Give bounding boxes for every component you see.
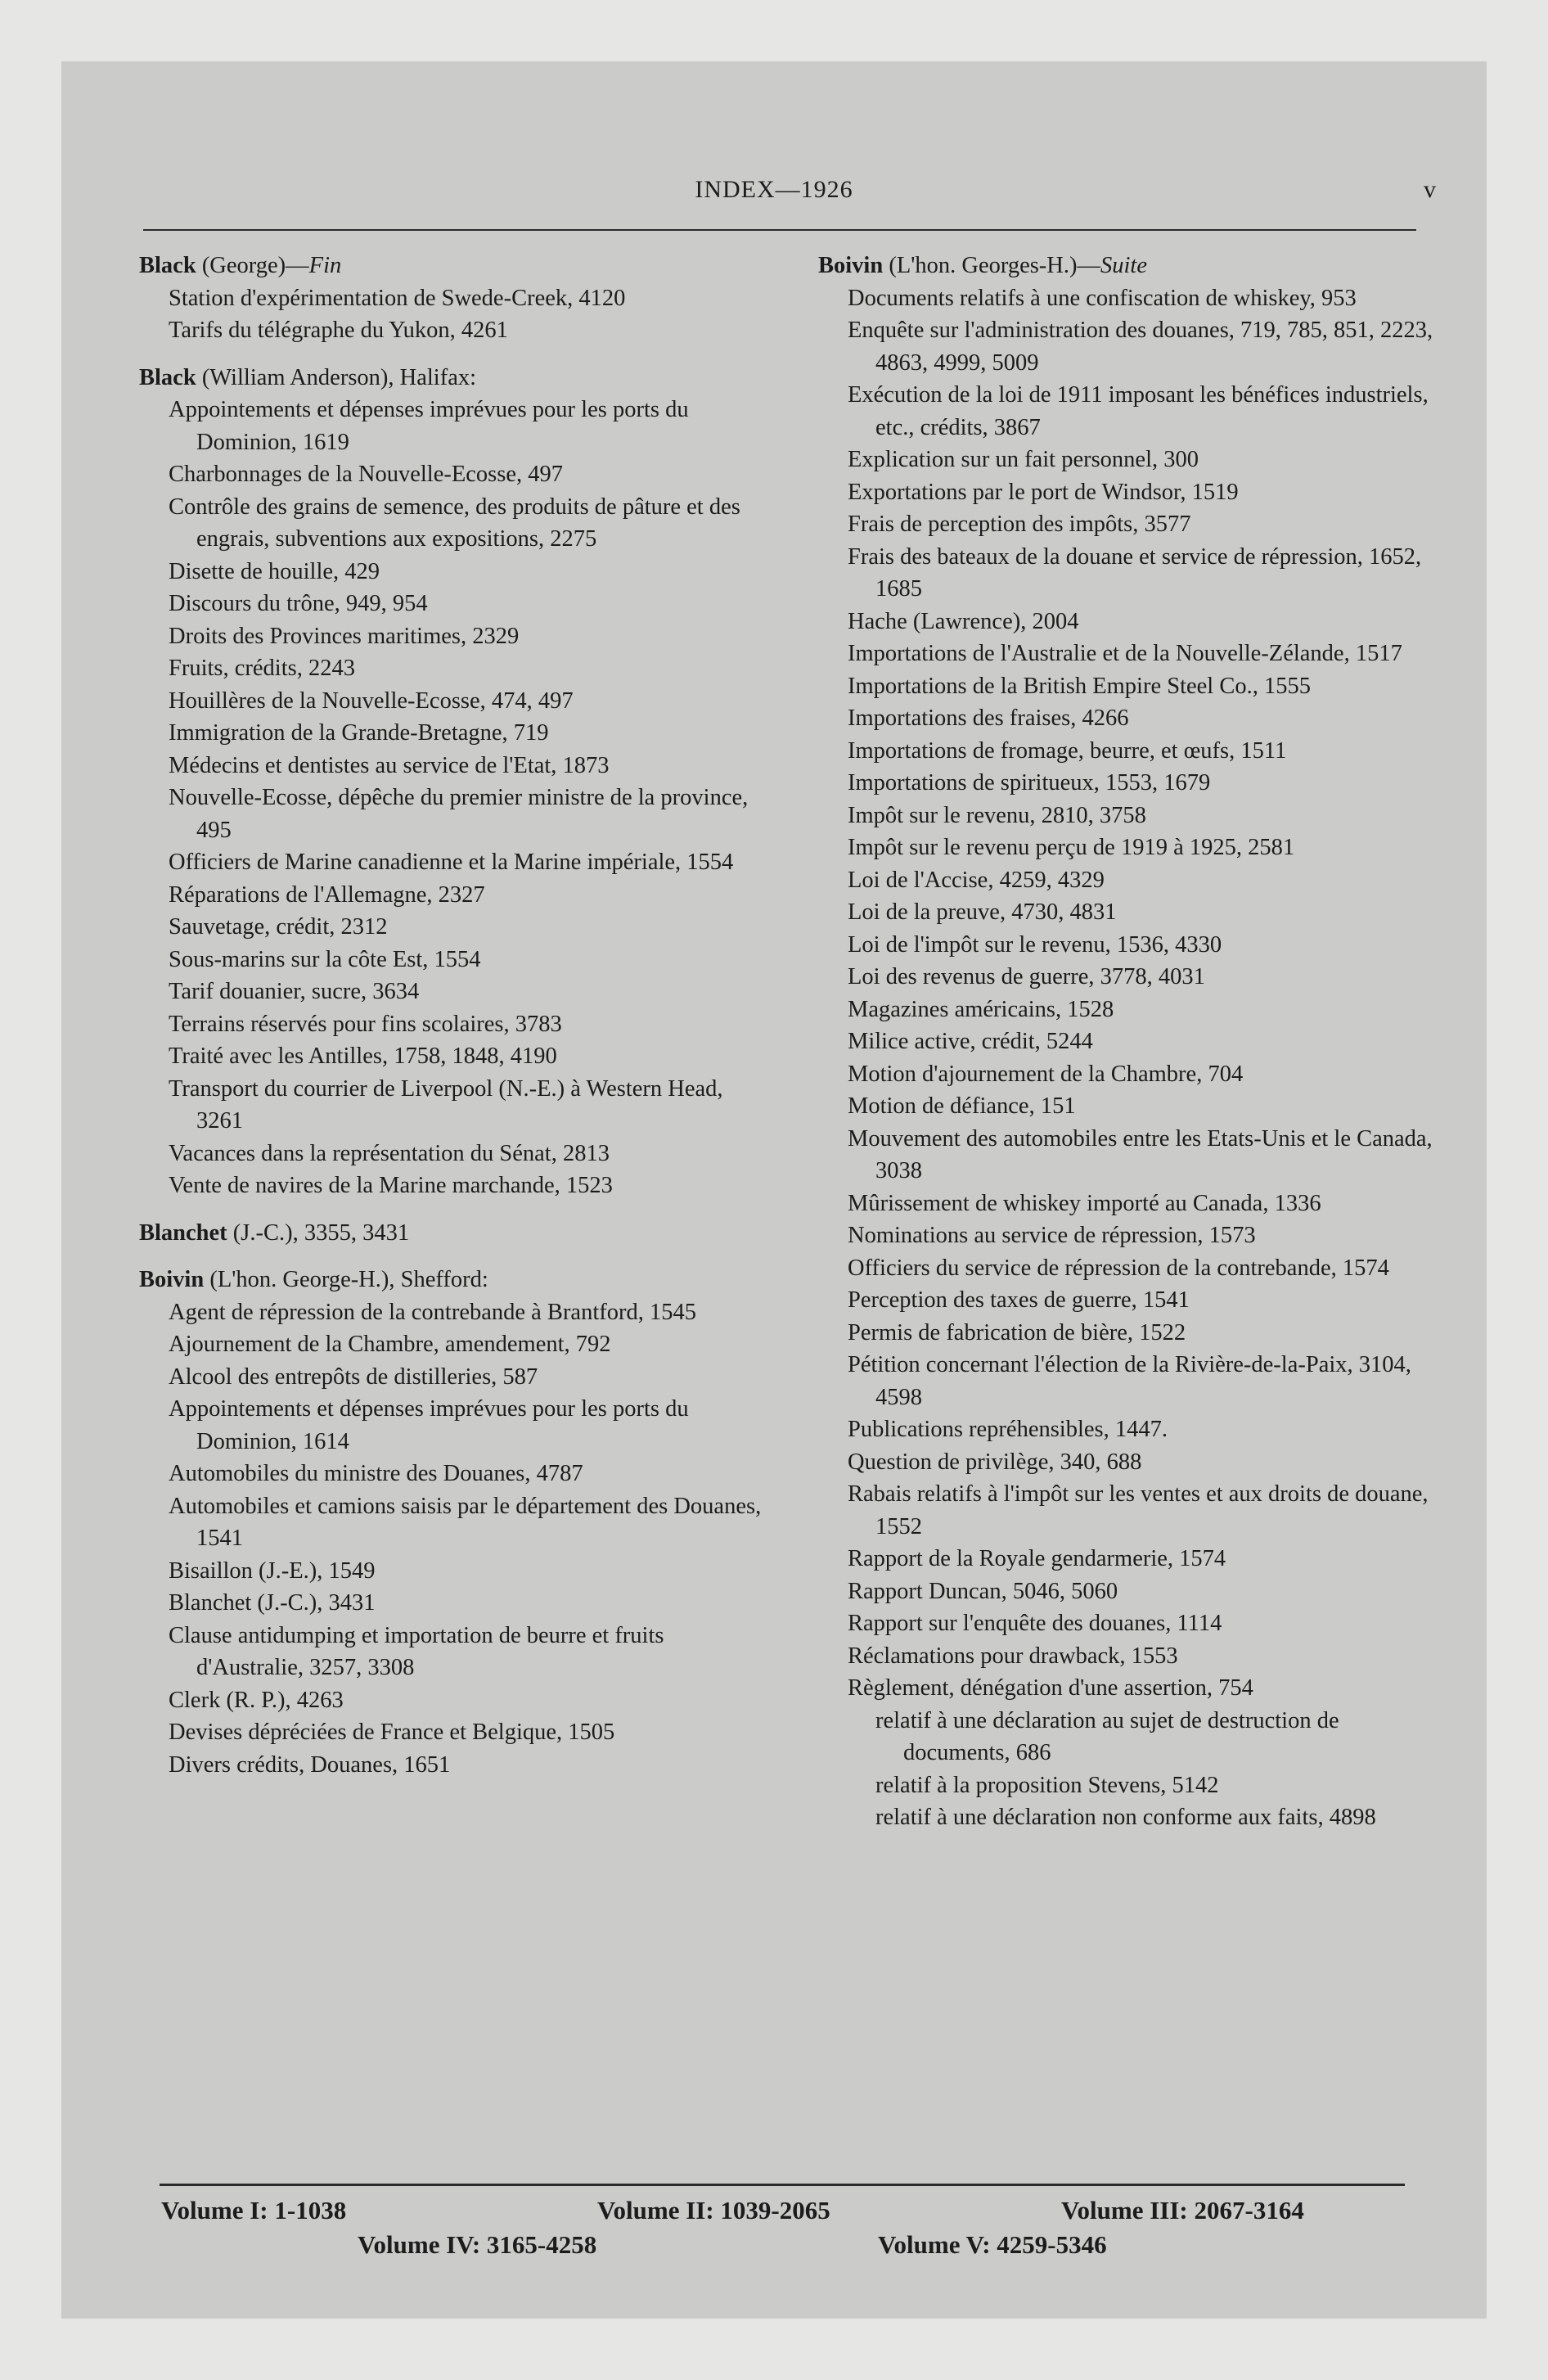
index-entry: Tarif douanier, sucre, 3634 — [169, 979, 420, 1004]
index-entry: Frais de perception des impôts, 3577 — [848, 512, 1191, 537]
index-entry: Motion de défiance, 151 — [848, 1093, 1076, 1119]
index-page — [61, 61, 1487, 2319]
index-entry: Station d'expérimentation de Swede-Creek, 4120 — [169, 285, 626, 311]
index-entry: Terrains réservés pour fins scolaires, 3783 — [169, 1011, 562, 1037]
index-entry: Explication sur un fait personnel, 300 — [848, 447, 1199, 472]
heading-detail: (William Anderson), Halifax: — [196, 364, 477, 390]
index-entry: Alcool des entrepôts de distilleries, 587 — [169, 1364, 538, 1390]
index-entry: Importations de spiritueux, 1553, 1679 — [848, 770, 1211, 796]
index-entry: Loi des revenus de guerre, 3778, 4031 — [848, 964, 1205, 989]
heading-name: Black — [139, 364, 196, 390]
heading-name: Boivin — [139, 1267, 205, 1292]
index-entry: Mûrissement de whiskey importé au Canada, 1336 — [848, 1190, 1321, 1216]
heading-detail: (L'hon. George-H.), Shefford: — [204, 1267, 488, 1292]
index-entry: Importations des fraises, 4266 — [848, 705, 1129, 731]
index-entry: Milice active, crédit, 5244 — [848, 1029, 1093, 1054]
index-entry: Importations de la British Empire Steel Co., 1555 — [848, 673, 1311, 699]
heading-detail: (L'hon. Georges-H.)— — [883, 253, 1100, 278]
right-column — [818, 250, 1444, 1834]
index-entry: Officiers du service de répression de la contrebande, 1574 — [848, 1255, 1389, 1281]
index-entry: Hache (Lawrence), 2004 — [848, 608, 1079, 634]
index-entry: Charbonnages de la Nouvelle-Ecosse, 497 — [169, 462, 563, 487]
index-entry: Médecins et dentistes au service de l'Etat, 1873 — [169, 752, 610, 778]
index-entry: Permis de fabrication de bière, 1522 — [848, 1319, 1186, 1346]
index-entry: Ajournement de la Chambre, amendement, 792 — [169, 1332, 611, 1357]
index-entry: Réparations de l'Allemagne, 2327 — [169, 881, 485, 908]
index-entry: Rapport sur l'enquête des douanes, 1114 — [848, 1611, 1222, 1636]
index-entry: Rabais relatifs à l'impôt sur les ventes et aux droits de douane, 1552 — [848, 1481, 1429, 1539]
index-entry: Publications repréhensibles, 1447. — [848, 1417, 1168, 1442]
heading-continuation: Suite — [1100, 253, 1147, 278]
volume-5-range: Volume V: 4259-5346 — [878, 2230, 1107, 2259]
volume-2-range: Volume II: 1039-2065 — [597, 2196, 830, 2224]
index-entry: Vacances dans la représentation du Sénat, 2813 — [169, 1140, 610, 1166]
index-entry: Discours du trône, 949, 954 — [169, 591, 428, 616]
index-entry: Mouvement des automobiles entre les Etats-Unis et le Canada, 3038 — [848, 1125, 1433, 1183]
index-entry: Loi de l'Accise, 4259, 4329 — [848, 867, 1105, 893]
volume-4-range: Volume IV: 3165-4258 — [358, 2230, 597, 2259]
index-entry: Contrôle des grains de semence, des produits de pâture et des engrais, subventions aux expositions, 2275 — [169, 494, 740, 552]
index-heading — [139, 1264, 765, 1296]
index-entry: Houillères de la Nouvelle-Ecosse, 474, 497 — [169, 687, 574, 714]
index-entry: Règlement, dénégation d'une assertion, 754 — [848, 1675, 1253, 1701]
index-heading — [139, 250, 765, 282]
index-entry: Bisaillon (J.-E.), 1549 — [169, 1557, 376, 1584]
index-entry: Impôt sur le revenu, 2810, 3758 — [848, 802, 1146, 828]
heading-detail: (George)— — [196, 253, 309, 278]
index-entry: Clause antidumping et importation de beurre et fruits d'Australie, 3257, 3308 — [169, 1622, 664, 1680]
footer-rule — [160, 2184, 1405, 2186]
index-entry: Vente de navires de la Marine marchande, 1523 — [169, 1173, 613, 1198]
index-entry: Loi de l'impôt sur le revenu, 1536, 4330 — [848, 931, 1222, 958]
index-entry: Exportations par le port de Windsor, 1519 — [848, 479, 1239, 505]
index-entry: Question de privilège, 340, 688 — [848, 1449, 1142, 1475]
index-entry: Officiers de Marine canadienne et la Marine impériale, 1554 — [169, 850, 734, 875]
index-subentry: relatif à la proposition Stevens, 5142 — [875, 1772, 1219, 1798]
index-entry: Automobiles du ministre des Douanes, 4787 — [169, 1461, 583, 1486]
index-entry: Exécution de la loi de 1911 imposant les bénéfices industriels, etc., crédits, 3867 — [848, 382, 1429, 440]
index-entry: Divers crédits, Douanes, 1651 — [169, 1751, 451, 1778]
index-entry: Pétition concernant l'élection de la Rivière-de-la-Paix, 3104, 4598 — [848, 1352, 1411, 1410]
index-entry: Automobiles et camions saisis par le département des Douanes, 1541 — [169, 1493, 762, 1551]
index-entry: Fruits, crédits, 2243 — [169, 656, 355, 681]
index-entry: Rapport de la Royale gendarmerie, 1574 — [848, 1546, 1226, 1571]
index-entry: Motion d'ajournement de la Chambre, 704 — [848, 1061, 1244, 1087]
page-title: INDEX—1926 — [695, 176, 853, 203]
index-entry: Nominations au service de répression, 1573 — [848, 1223, 1256, 1248]
entry-spacer — [139, 347, 765, 362]
page-folio: v — [1424, 176, 1436, 203]
index-entry: Réclamations pour drawback, 1553 — [848, 1643, 1178, 1669]
index-entry: Traité avec les Antilles, 1758, 1848, 4190 — [169, 1044, 557, 1069]
index-entry: Rapport Duncan, 5046, 5060 — [848, 1578, 1118, 1604]
heading-name: Black — [139, 253, 196, 278]
index-entry: Agent de répression de la contrebande à Brantford, 1545 — [169, 1299, 696, 1325]
index-entry: Appointements et dépenses imprévues pour les ports du Dominion, 1614 — [169, 1396, 689, 1454]
index-heading — [139, 362, 765, 394]
index-subentry: relatif à une déclaration au sujet de destruction de documents, 686 — [875, 1707, 1339, 1765]
index-entry: Frais des bateaux de la douane et service de répression, 1652, 1685 — [848, 543, 1422, 602]
index-entry: Magazines américains, 1528 — [848, 996, 1114, 1022]
left-column — [139, 250, 765, 1781]
index-entry: Tarifs du télégraphe du Yukon, 4261 — [169, 318, 508, 343]
index-heading — [139, 1217, 765, 1250]
index-entry: Immigration de la Grande-Bretagne, 719 — [169, 720, 549, 746]
entry-spacer — [139, 1202, 765, 1217]
index-entry: Impôt sur le revenu perçu de 1919 à 1925, 2581 — [848, 835, 1295, 860]
heading-detail: (J.-C.), 3355, 3431 — [227, 1219, 410, 1246]
index-entry: Disette de houille, 429 — [169, 558, 380, 584]
page-header — [61, 176, 1487, 225]
index-entry: Documents relatifs à une confiscation de whiskey, 953 — [848, 285, 1357, 311]
volume-3-range: Volume III: 2067-3164 — [1061, 2196, 1304, 2224]
index-entry: Perception des taxes de guerre, 1541 — [848, 1287, 1190, 1313]
volume-1-range: Volume I: 1-1038 — [161, 2196, 347, 2224]
index-entry: Nouvelle-Ecosse, dépêche du premier ministre de la province, 495 — [169, 785, 749, 843]
heading-continuation: Fin — [308, 253, 342, 278]
index-entry: Enquête sur l'administration des douanes, 719, 785, 851, 2223, 4863, 4999, 5009 — [848, 318, 1433, 376]
index-entry: Loi de la preuve, 4730, 4831 — [848, 899, 1117, 925]
index-entry: Transport du courrier de Liverpool (N.-E.) à Western Head, 3261 — [169, 1075, 723, 1134]
index-entry: Clerk (R. P.), 4263 — [169, 1687, 344, 1713]
heading-name: Blanchet — [139, 1219, 227, 1246]
index-heading — [818, 250, 1444, 282]
index-entry: Devises dépréciées de France et Belgique, 1505 — [169, 1720, 615, 1745]
index-subentry: relatif à une déclaration non conforme aux faits, 4898 — [875, 1805, 1376, 1830]
entry-spacer — [139, 1249, 765, 1264]
index-entry: Appointements et dépenses imprévues pour les ports du Dominion, 1619 — [169, 397, 689, 455]
header-rule — [143, 229, 1416, 231]
heading-name: Boivin — [818, 253, 884, 278]
index-entry: Blanchet (J.-C.), 3431 — [169, 1590, 376, 1616]
index-entry: Importations de l'Australie et de la Nouvelle-Zélande, 1517 — [848, 641, 1402, 666]
index-entry: Sauvetage, crédit, 2312 — [169, 914, 388, 940]
index-entry: Droits des Provinces maritimes, 2329 — [169, 623, 520, 649]
index-entry: Sous-marins sur la côte Est, 1554 — [169, 946, 481, 972]
index-entry: Importations de fromage, beurre, et œufs, 1511 — [848, 737, 1287, 764]
